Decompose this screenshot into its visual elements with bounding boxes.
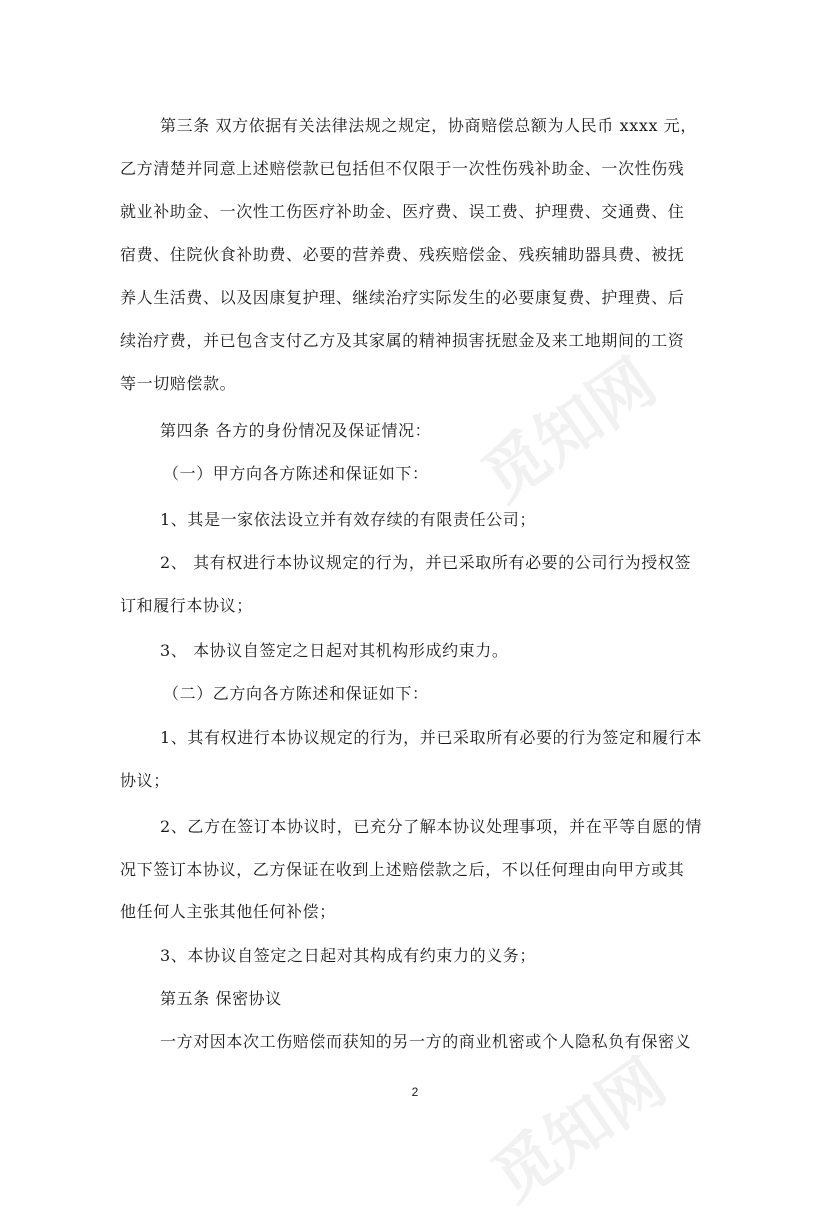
- section-1-heading: （一）甲方向各方陈述和保证如下：: [163, 464, 429, 483]
- clause-line: 2、 其有权进行本协议规定的行为，并已采取所有必要的公司行为授权签: [160, 553, 692, 572]
- clause-line: 3、 本协议自签定之日起对其机构形成约束力。: [160, 641, 509, 660]
- article-5-line: 一方对因本次工伤赔偿而获知的另一方的商业机密或个人隐私负有保密义: [160, 1032, 692, 1051]
- clause-line: 他任何人主张其他任何补偿；: [120, 902, 336, 921]
- article-3-line: 宿费、住院伙食补助费、必要的营养费、残疾赔偿金、残疾辅助器具费、被抚: [120, 245, 685, 264]
- article-3-line: 第三条 双方依据有关法律法规之规定，协商赔偿总额为人民币 xxxx 元，: [160, 116, 697, 135]
- section-2-heading: （二）乙方向各方陈述和保证如下：: [163, 684, 429, 703]
- clause-line: 况下签订本协议，乙方保证在收到上述赔偿款之后，不以任何理由向甲方或其: [120, 860, 685, 879]
- article-3-line: 就业补助金、一次性工伤医疗补助金、医疗费、误工费、护理费、交通费、住: [120, 202, 685, 221]
- page-number: 2: [411, 1085, 419, 1099]
- article-3-line: 续治疗费，并已包含支付乙方及其家属的精神损害抚慰金及来工地期间的工资: [120, 331, 685, 350]
- article-4-heading: 第四条 各方的身份情况及保证情况：: [160, 421, 432, 440]
- clause-line: 订和履行本协议；: [120, 596, 253, 615]
- watermark: 觅知网: [469, 345, 670, 517]
- article-3-line: 等一切赔偿款。: [120, 374, 237, 393]
- article-3-line: 乙方清楚并同意上述赔偿款已包括但不仅限于一次性伤残补助金、一次性伤残: [120, 159, 685, 178]
- clause-line: 1、其有权进行本协议规定的行为，并已采取所有必要的行为签定和履行本: [160, 728, 702, 747]
- article-5-heading: 第五条 保密协议: [160, 989, 282, 1008]
- clause-line: 3、本协议自签定之日起对其构成有约束力的义务；: [160, 946, 536, 965]
- clause-line: 协议；: [120, 771, 170, 790]
- watermark: 觅知网: [479, 1045, 680, 1217]
- article-3-line: 养人生活费、以及因康复护理、继续治疗实际发生的必要康复费、护理费、后: [120, 288, 685, 307]
- clause-line: 2、乙方在签订本协议时，已充分了解本协议处理事项，并在平等自愿的情: [160, 817, 702, 836]
- clause-line: 1、其是一家依法设立并有效存续的有限责任公司；: [160, 510, 536, 529]
